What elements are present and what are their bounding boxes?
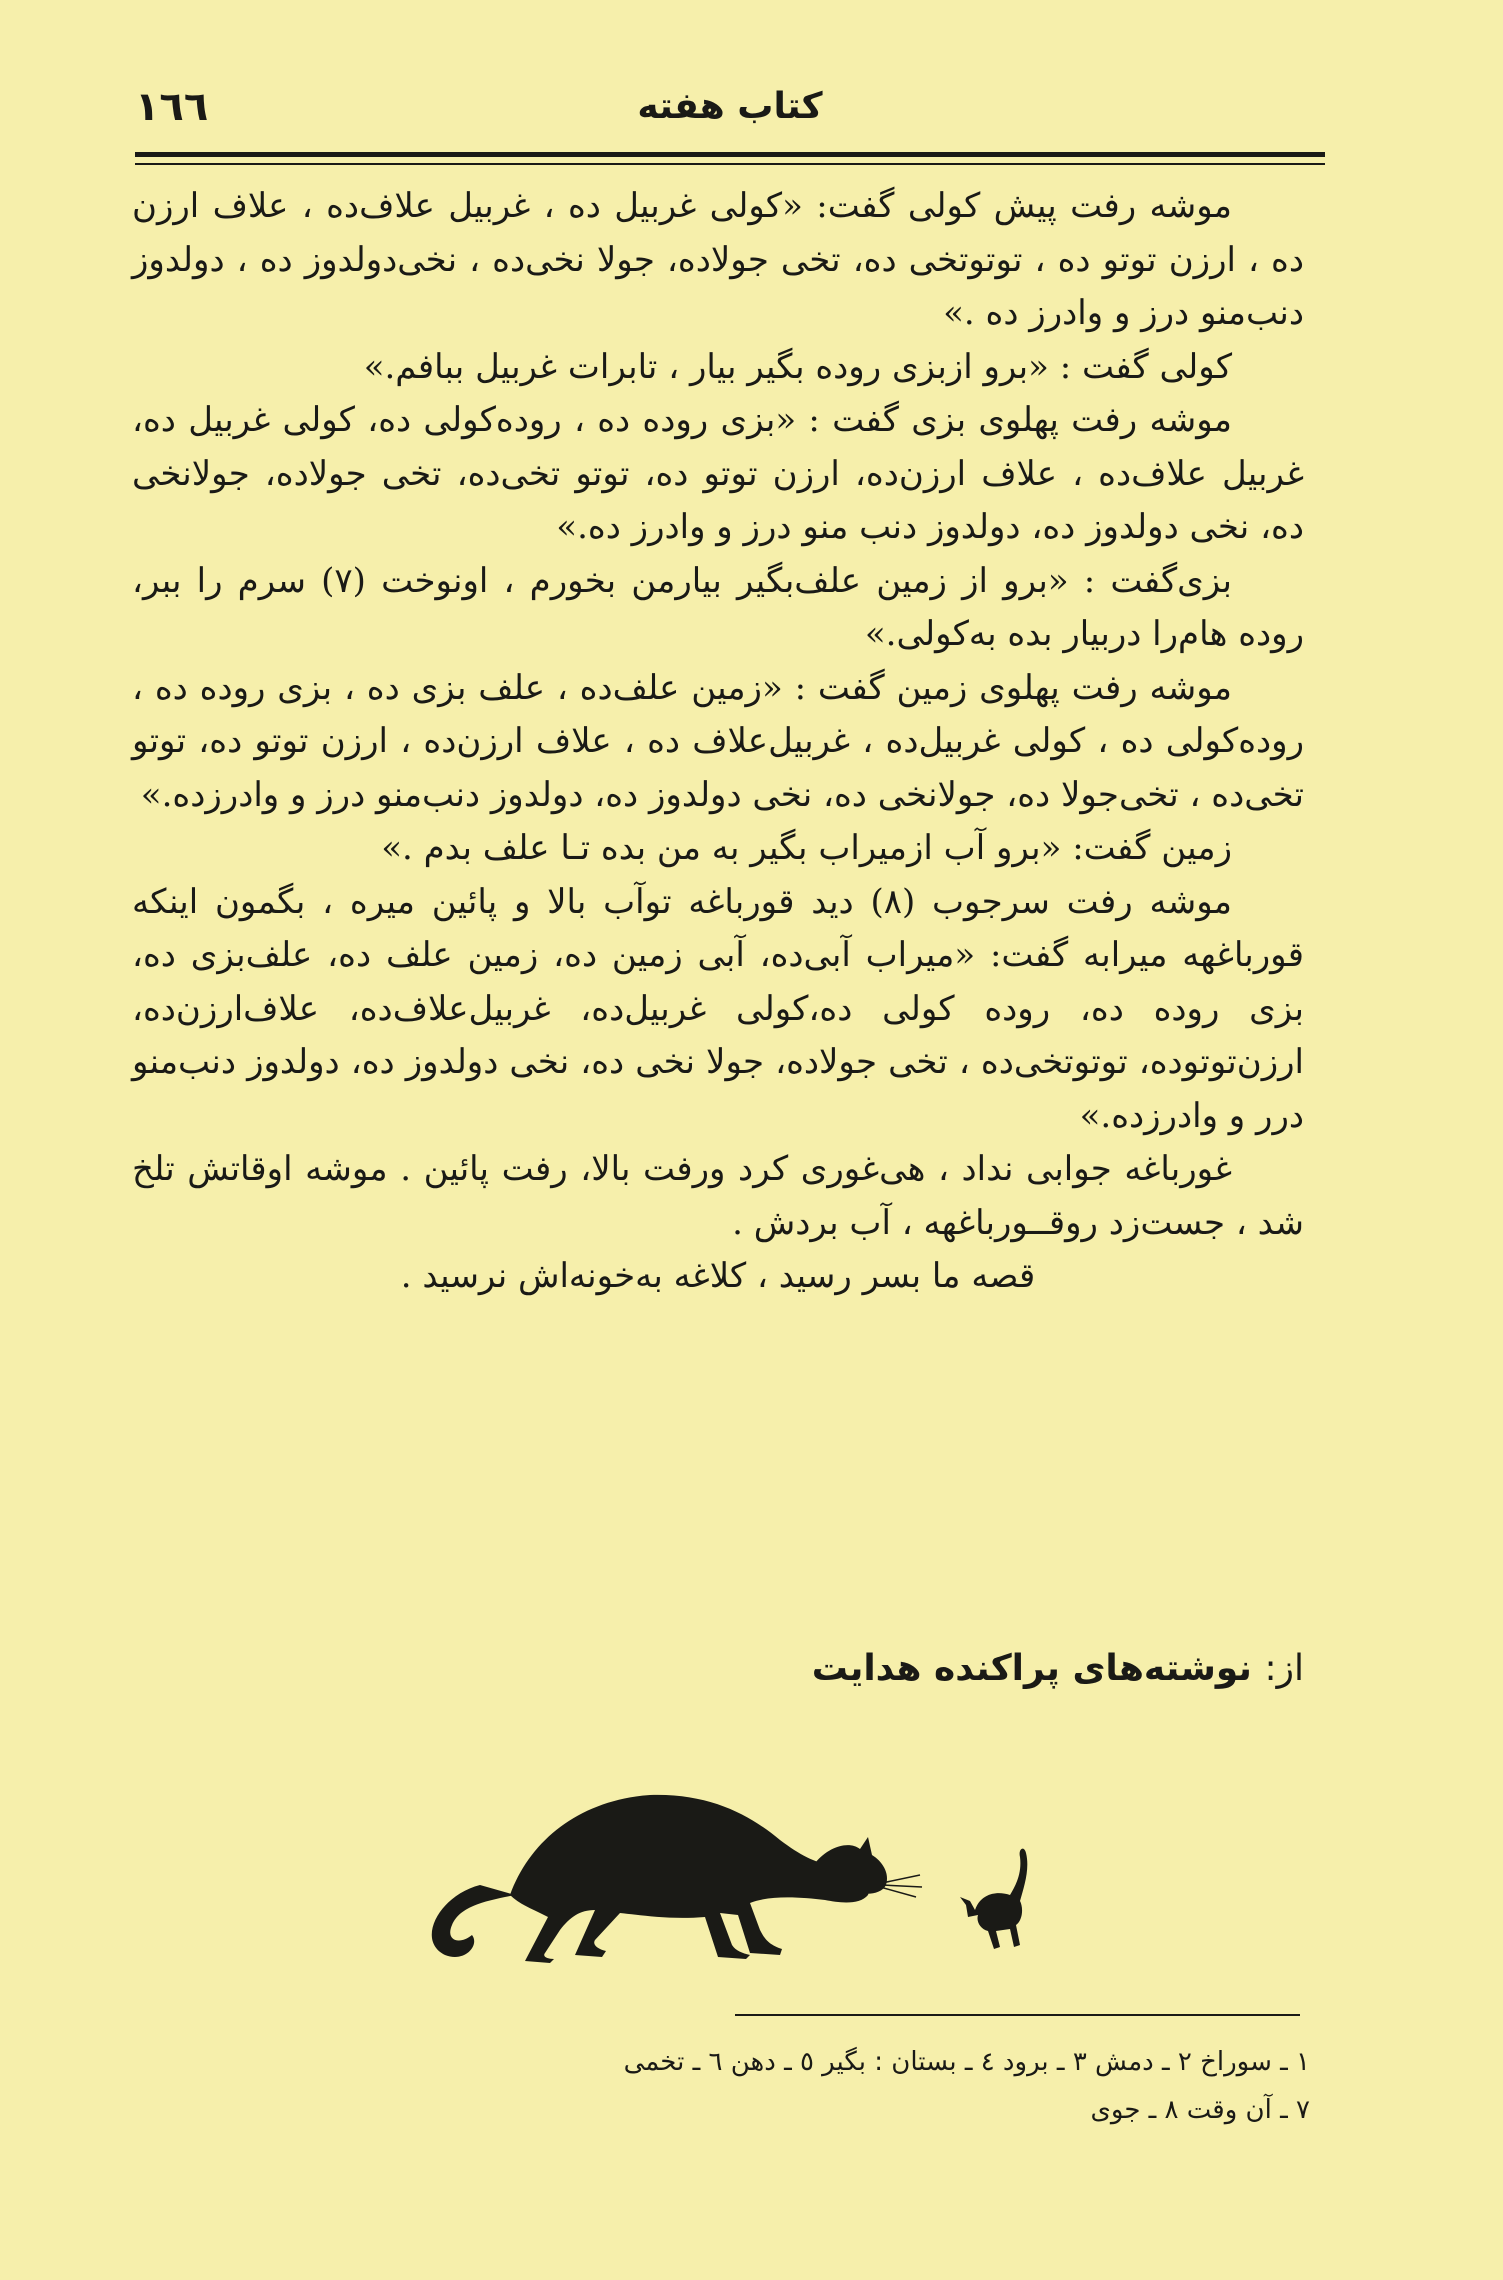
paragraph: موشه رفت پهلوی زمین گفت : «زمین علف‌ده ، علف بزی ده ، بزی روده ده ، روده‌کولی ده ، کولی غربیل‌ده ، غربیل‌علاف ده ، علاف ارزن‌ده ، ارزن توتو ده، توتو تخی‌ده ، تخی‌جولا ده، جولانخی ده، نخی دولدوز ده، دولدوز دنب‌منو درز و وادرزده.» xyxy=(132,667,1304,815)
source-attribution xyxy=(132,1648,1304,1689)
page-number: ١٦٦ xyxy=(135,84,209,130)
cat-and-kitten-illustration xyxy=(420,1745,1040,1975)
paragraph: موشه رفت پیش کولی گفت: «کولی غربیل ده ، غربیل علاف‌ده ، علاف ارزن ده ، ارزن توتو ده ، توتوتخی ده، تخی جولاده، جولا نخی‌ده ، نخی‌دولدوز ده ، دولدوز دنب‌منو درز و وادرز ده .» xyxy=(132,186,1304,333)
source-prefix: از: xyxy=(1264,1648,1304,1689)
large-cat-icon xyxy=(432,1795,887,1963)
footnote-line: ۷ ـ آن وقت ۸ ـ جوی xyxy=(1090,2095,1310,2125)
page-header xyxy=(135,84,1325,144)
header-rule-thick xyxy=(135,152,1325,157)
header-rule-thin xyxy=(135,163,1325,165)
paragraph: زمین گفت: «برو آب ازمیراب بگیر به من بده تـا علف بدم .» xyxy=(381,828,1232,868)
paragraph: کولی گفت : «برو ازبزی روده بگیر بیار ، تابرات غربیل ببافم.» xyxy=(363,346,1232,387)
story-text xyxy=(132,180,1304,1304)
running-title: کتاب هفته xyxy=(637,86,823,127)
footnote-rule xyxy=(735,2014,1300,2016)
paragraph: موشه رفت سرجوب (۸) دید قورباغه توآب بالا و پائین میره ، بگمون اینکه قورباغهه میرابه گفت: «میراب آبی‌ده، آبی زمین ده، زمین علف ده، علف‌بزی ده، بزی روده ده، روده کولی ده،کولی غربیل‌ده، غربیل‌علاف‌ده، علاف‌ارزن‌ده، ارزن‌توتوده، توتوتخی‌ده ، تخی جولاده، جولا نخی ده، نخی دولدوز ده، دولدوز دنب‌منو درر و وادرزده.» xyxy=(132,881,1304,1136)
kitten-icon xyxy=(960,1849,1027,1949)
paragraph: بزی‌گفت : «برو از زمین علف‌بگیر بیارمن بخورم ، اونوخت (۷) سرم را ببر، روده هام‌را دربیار بده به‌کولی.» xyxy=(132,560,1304,654)
closing-line: قصه ما بسر رسید ، کلاغه به‌خونه‌اش نرسید . xyxy=(400,1256,1036,1296)
source-title: نوشته‌های پراکنده هدایت xyxy=(811,1648,1252,1689)
footnote-line: ۱ ـ سوراخ ۲ ـ دمش ۳ ـ برود ٤ ـ بستان : بگیر ٥ ـ دهن ٦ ـ تخمی xyxy=(623,2047,1310,2077)
footnotes xyxy=(120,2038,1310,2134)
paragraph: موشه رفت پهلوی بزی گفت : «بزی روده ده ، روده‌کولی ده، کولی غربیل ده، غربیل علاف‌ده ، علاف ارزن‌ده، ارزن توتو ده، توتو تخی‌ده، تخی جولاده، جولانخی ده، نخی دولدوز ده، دولدوز دنب منو درز و وادرز ده.» xyxy=(132,400,1304,547)
paragraph: غورباغه جوابی نداد ، هی‌غوری کرد ورفت بالا، رفت پائین . موشه اوقاتش تلخ شد ، جست‌زد روقــورباغهه ، آب بردش . xyxy=(132,1149,1304,1243)
